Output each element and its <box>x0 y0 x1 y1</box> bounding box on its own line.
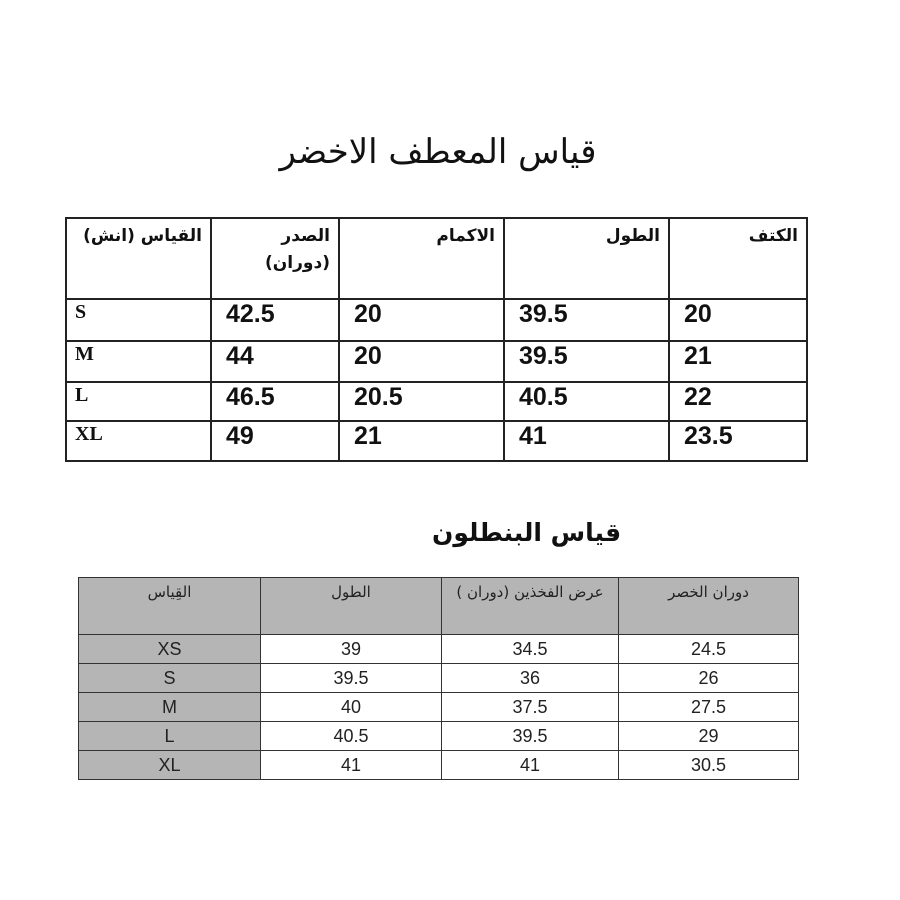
header-cell: القياس (انش) <box>66 218 211 299</box>
cell: 26 <box>619 664 799 693</box>
cell: 42.5 <box>211 299 339 341</box>
cell: 22 <box>669 382 807 421</box>
cell: 20 <box>669 299 807 341</box>
table-row <box>66 341 807 382</box>
size-cell: M <box>79 693 261 722</box>
cell: 39.5 <box>261 664 442 693</box>
table-row <box>66 382 807 421</box>
table-row <box>79 664 799 693</box>
table-header-row <box>79 578 799 635</box>
table-row <box>66 421 807 461</box>
coat-size-table <box>65 217 808 462</box>
header-cell: الطول <box>504 218 669 299</box>
cell: 49 <box>211 421 339 461</box>
cell: 27.5 <box>619 693 799 722</box>
header-cell: الصدر (دوران) <box>211 218 339 299</box>
cell: 20 <box>339 299 504 341</box>
cell: 39 <box>261 635 442 664</box>
cell: 39.5 <box>504 341 669 382</box>
cell: 39.5 <box>504 299 669 341</box>
cell: 44 <box>211 341 339 382</box>
cell: 20.5 <box>339 382 504 421</box>
header-cell: دوران الخصر <box>619 578 799 635</box>
cell: 34.5 <box>442 635 619 664</box>
pants-size-table <box>78 577 799 780</box>
coat-title-text: قياس المعطف الاخضر <box>279 132 597 172</box>
coat-title <box>0 132 900 172</box>
table-row <box>79 722 799 751</box>
cell: 21 <box>669 341 807 382</box>
pants-title: قياس البنطلون <box>432 518 622 547</box>
table-row <box>66 299 807 341</box>
cell: 40.5 <box>504 382 669 421</box>
table-row <box>79 635 799 664</box>
cell: 41 <box>442 751 619 780</box>
cell: 37.5 <box>442 693 619 722</box>
cell: 40 <box>261 693 442 722</box>
size-cell: M <box>66 341 211 382</box>
header-cell: الطول <box>261 578 442 635</box>
header-cell: عرض الفخذين (دوران ) <box>442 578 619 635</box>
table-row <box>79 751 799 780</box>
size-cell: XL <box>79 751 261 780</box>
size-cell: S <box>66 299 211 341</box>
header-cell: الكتف <box>669 218 807 299</box>
cell: 24.5 <box>619 635 799 664</box>
table-header-row <box>66 218 807 299</box>
size-cell: L <box>79 722 261 751</box>
cell: 41 <box>261 751 442 780</box>
cell: 20 <box>339 341 504 382</box>
header-cell: الاكمام <box>339 218 504 299</box>
header-cell: القِياس <box>79 578 261 635</box>
cell: 41 <box>504 421 669 461</box>
size-cell: XL <box>66 421 211 461</box>
cell: 46.5 <box>211 382 339 421</box>
cell: 36 <box>442 664 619 693</box>
cell: 23.5 <box>669 421 807 461</box>
size-cell: XS <box>79 635 261 664</box>
cell: 21 <box>339 421 504 461</box>
cell: 39.5 <box>442 722 619 751</box>
size-cell: L <box>66 382 211 421</box>
size-cell: S <box>79 664 261 693</box>
cell: 40.5 <box>261 722 442 751</box>
cell: 29 <box>619 722 799 751</box>
table-row <box>79 693 799 722</box>
cell: 30.5 <box>619 751 799 780</box>
